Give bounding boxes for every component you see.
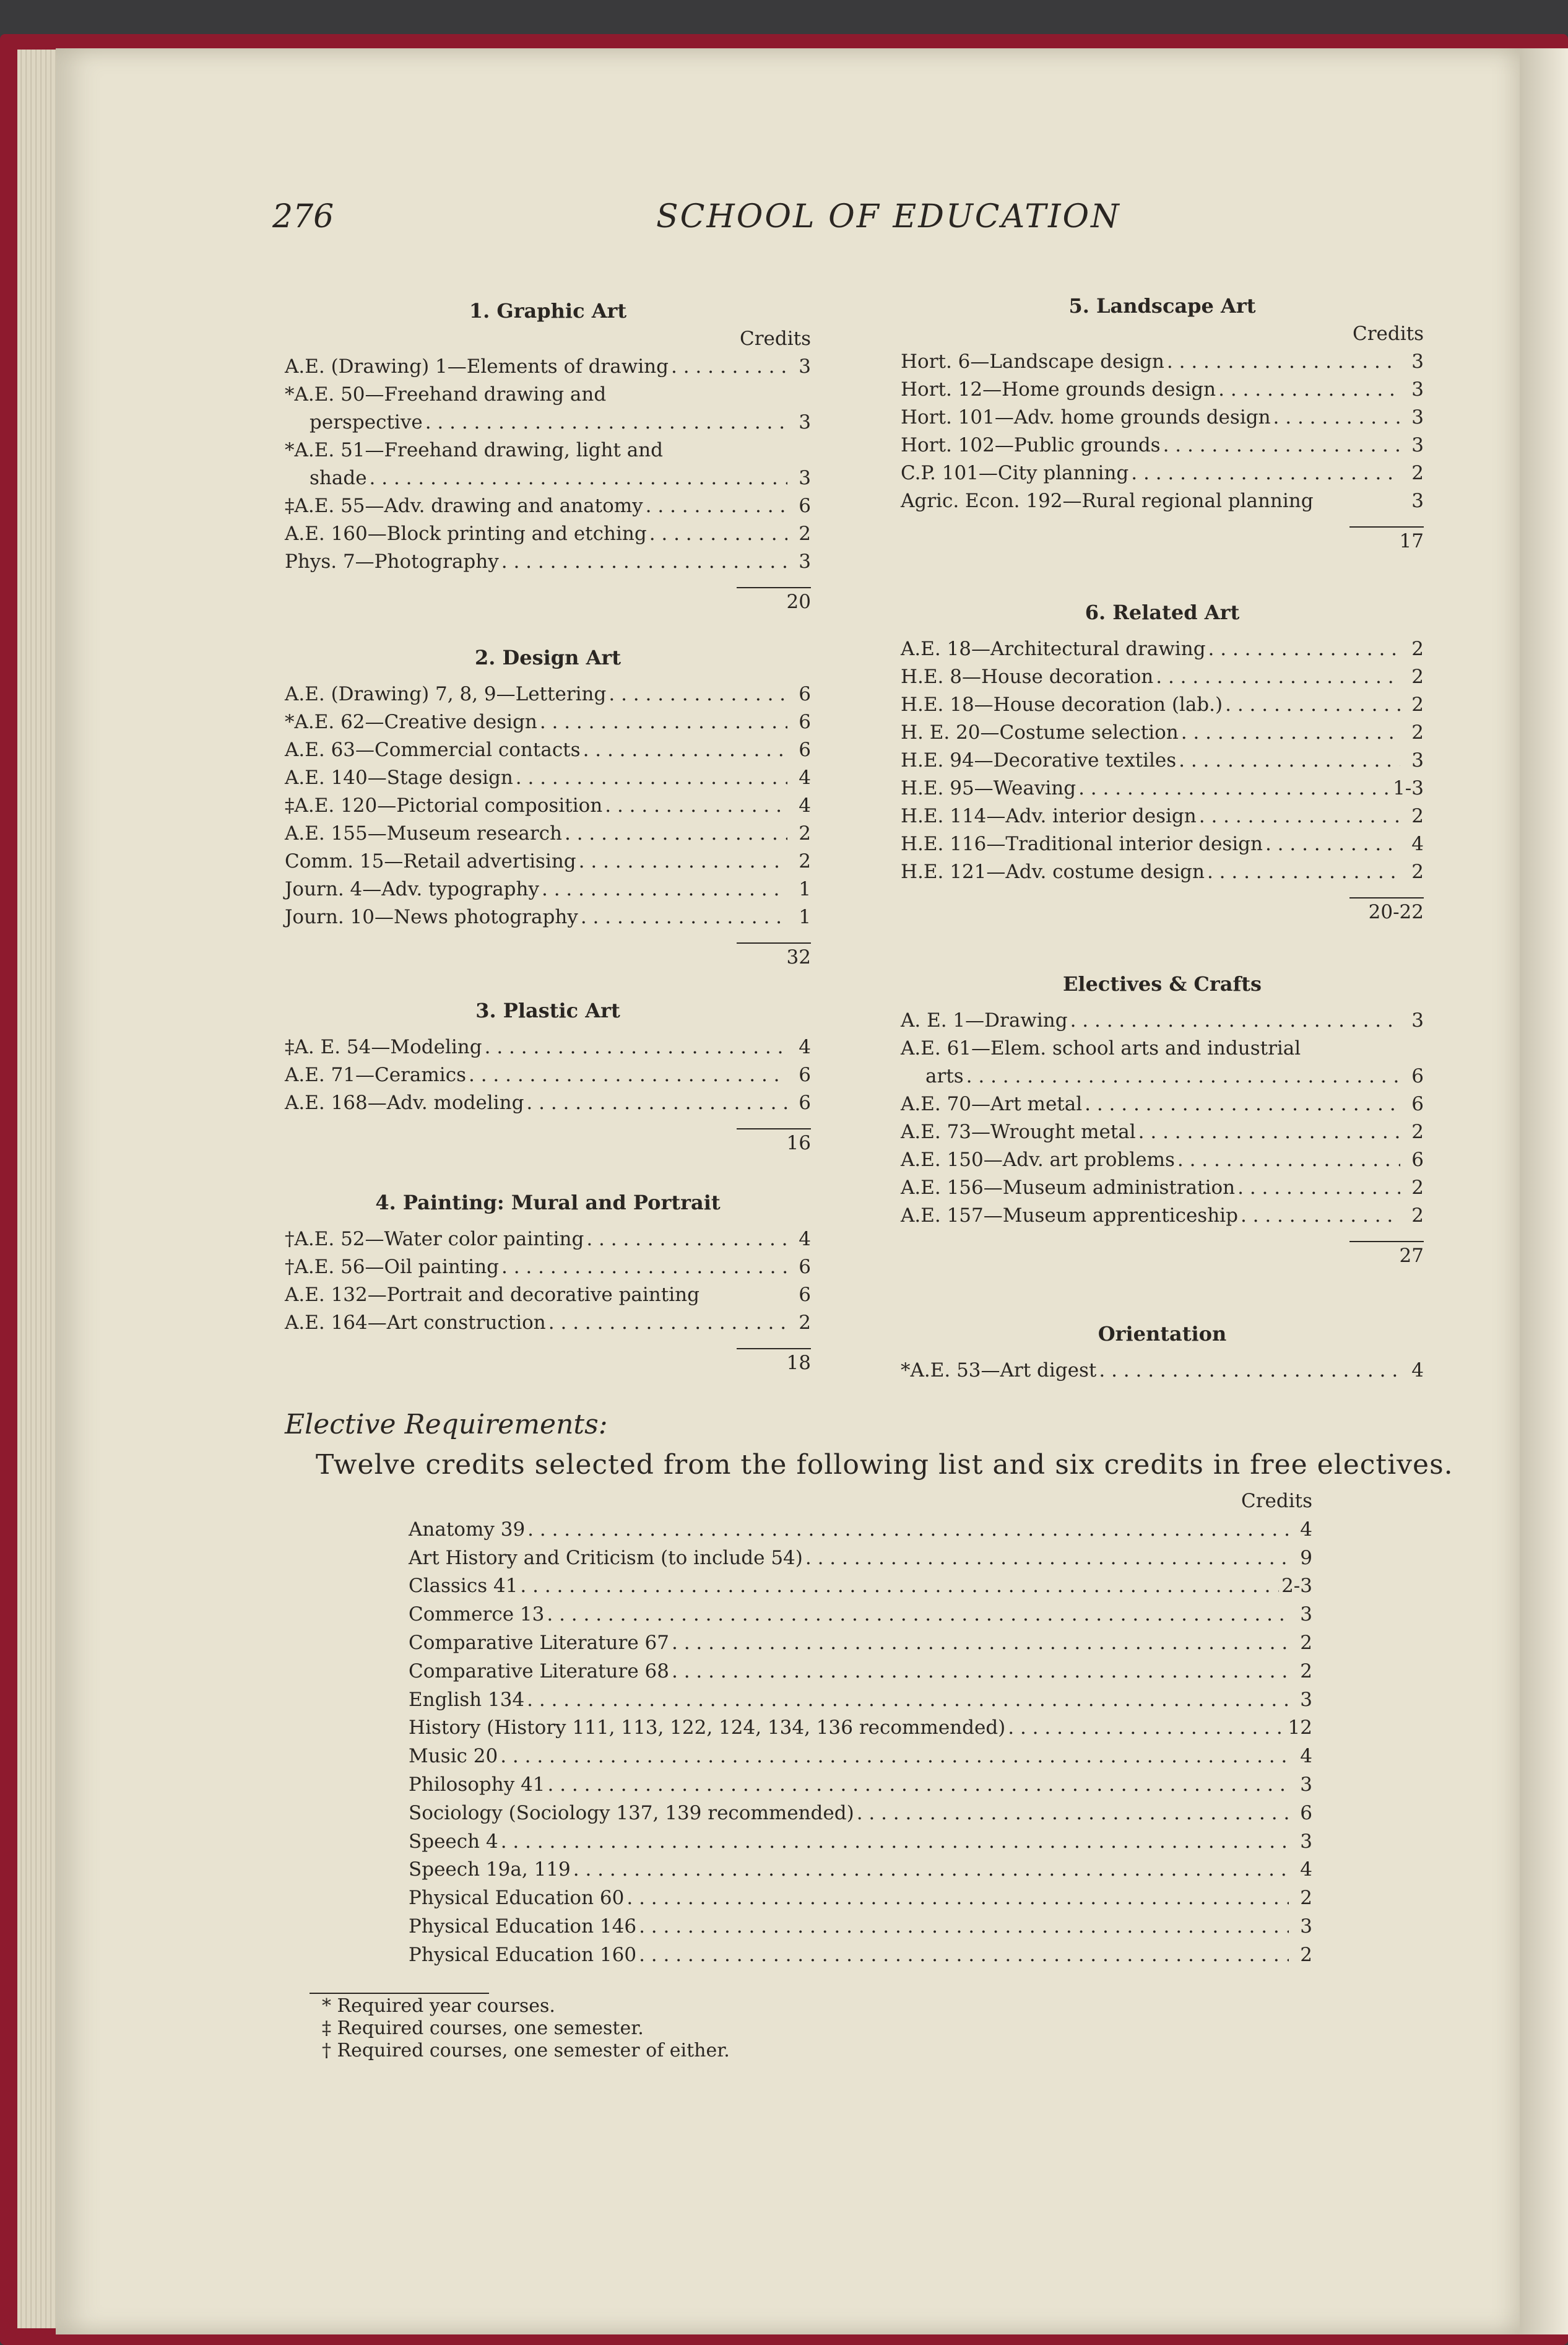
course-row: [285, 820, 811, 848]
course-row: [409, 1516, 1312, 1544]
leader-dots: [547, 1601, 1289, 1629]
leader-dots: [609, 681, 787, 708]
course-name: A.E. (Drawing) 1—Elements of drawing: [285, 355, 669, 378]
course-row: [285, 353, 811, 381]
course-row: [285, 792, 811, 820]
leader-dots: [542, 876, 787, 903]
course-name: A.E. 71—Ceramics: [285, 1064, 466, 1086]
course-name: †A.E. 56—Oil painting: [285, 1256, 500, 1278]
course-row: [285, 764, 811, 792]
leader-dots: [583, 736, 787, 764]
credit-value: 2: [799, 523, 811, 545]
credit-value: 2: [1411, 1177, 1424, 1199]
course-name: ‡A.E. 120—Pictorial composition: [285, 794, 603, 817]
course-name: *A.E. 51—Freehand drawing, light and: [285, 439, 664, 461]
course-name: Hort. 6—Landscape design: [901, 350, 1164, 373]
course-name: Sociology (Sociology 137, 139 recommended): [409, 1801, 854, 1824]
course-name: Physical Education 60: [409, 1887, 625, 1910]
footnote: * Required year courses.: [322, 1995, 555, 2017]
leader-dots: [501, 548, 787, 576]
course-name: ‡A. E. 54—Modeling: [285, 1036, 482, 1058]
leader-dots: [1208, 635, 1400, 663]
course-name: H.E. 95—Weaving: [901, 777, 1076, 799]
course-name: Philosophy 41: [409, 1773, 545, 1796]
leader-dots: [1273, 404, 1400, 432]
course-name: *A.E. 50—Freehand drawing and: [285, 383, 607, 406]
course-row: [285, 681, 811, 708]
course-row: [901, 1118, 1424, 1146]
section-orientation: [901, 1320, 1424, 1385]
leader-dots: [1156, 663, 1400, 691]
course-name: Hort. 12—Home grounds design: [901, 378, 1216, 401]
course-name: Music 20: [409, 1745, 498, 1768]
credit-value: 3: [799, 550, 811, 573]
leader-dots: [1008, 1714, 1285, 1742]
course-row: [285, 708, 811, 736]
course-row: [901, 1202, 1424, 1230]
course-name: Comm. 15—Retail advertising: [285, 850, 576, 872]
section-title: 5. Landscape Art: [1068, 294, 1256, 318]
course-name: Commerce 13: [409, 1603, 545, 1626]
credit-value: 3: [1300, 1830, 1312, 1853]
leader-dots: [1177, 1146, 1400, 1174]
leader-dots: [1225, 691, 1400, 719]
credit-value: 2: [1411, 638, 1424, 660]
credits-column-header: Credits: [1352, 323, 1424, 345]
credit-value: 6: [799, 739, 811, 761]
leader-dots: [1199, 803, 1400, 830]
credit-value: 6: [1411, 1065, 1424, 1087]
course-name: A.E. (Drawing) 7, 8, 9—Lettering: [285, 683, 607, 705]
course-name: C.P. 101—City planning: [901, 462, 1129, 484]
leader-dots: [1138, 1118, 1400, 1146]
section-graphic-art: [285, 297, 811, 616]
course-row: [901, 1007, 1424, 1035]
leader-dots: [1167, 348, 1400, 376]
credit-value: 3: [1300, 1773, 1312, 1796]
credit-value: 6: [1411, 1149, 1424, 1171]
course-row: [285, 1253, 811, 1281]
credit-value: 2: [1411, 694, 1424, 716]
leader-dots: [540, 708, 787, 736]
credit-value: 4: [799, 1228, 811, 1250]
course-name: H.E. 116—Traditional interior design: [901, 833, 1263, 855]
leader-dots: [646, 492, 787, 520]
credit-value: 3: [1411, 490, 1424, 512]
course-row: [409, 1544, 1312, 1573]
credit-value: 2: [1300, 1631, 1312, 1654]
course-row: [901, 432, 1424, 459]
leader-dots: [1218, 376, 1400, 404]
course-row: [285, 903, 811, 931]
course-row: [901, 663, 1424, 691]
leader-dots: [639, 1941, 1289, 1970]
course-row: [409, 1771, 1312, 1799]
course-name: arts: [925, 1065, 964, 1087]
leader-dots: [1099, 1357, 1400, 1385]
course-row: [285, 876, 811, 903]
course-name: A.E. 160—Block printing and etching: [285, 523, 647, 545]
credit-value: 4: [1411, 833, 1424, 855]
course-row: [409, 1658, 1312, 1686]
course-row: [901, 691, 1424, 719]
course-row: [409, 1941, 1312, 1970]
section-related-art: [901, 599, 1424, 926]
credit-value: 3: [1300, 1915, 1312, 1938]
course-name: Comparative Literature 68: [409, 1660, 669, 1682]
course-name: Hort. 101—Adv. home grounds design: [901, 406, 1271, 429]
leader-dots: [672, 1658, 1289, 1686]
credit-value: 4: [1300, 1858, 1312, 1881]
credit-value: 2: [1411, 861, 1424, 883]
credit-value: 2: [1300, 1943, 1312, 1966]
course-row: [409, 1799, 1312, 1828]
course-name: Journ. 10—News photography: [285, 906, 578, 928]
course-row: [285, 1281, 811, 1309]
credits-column-header: Credits: [739, 328, 811, 350]
credit-value: 6: [799, 495, 811, 517]
leader-dots: [500, 1742, 1289, 1771]
course-row: [409, 1686, 1312, 1715]
course-name: A.E. 150—Adv. art problems: [901, 1149, 1175, 1171]
course-row: [901, 459, 1424, 487]
leader-dots: [1070, 1007, 1400, 1035]
page-number: 276: [272, 198, 334, 235]
section-title: Electives & Crafts: [1062, 972, 1262, 996]
course-row: [901, 747, 1424, 775]
course-name: †A.E. 52—Water color painting: [285, 1228, 584, 1250]
course-row: [409, 1572, 1312, 1601]
credit-value: 4: [1411, 1359, 1424, 1381]
leader-dots: [1131, 459, 1400, 487]
course-row: [901, 376, 1424, 404]
credit-value: 12: [1288, 1716, 1312, 1739]
course-name: Agric. Econ. 192—Rural regional planning: [901, 490, 1314, 512]
credit-value: 3: [1411, 434, 1424, 456]
section-title: 4. Painting: Mural and Portrait: [375, 1191, 721, 1214]
course-row: [285, 520, 811, 548]
credit-value: 6: [799, 683, 811, 705]
leader-dots: [1181, 719, 1400, 747]
credit-value: 2: [799, 822, 811, 845]
footnote: ‡ Required courses, one semester.: [322, 2017, 644, 2039]
credit-value: 6: [799, 1284, 811, 1306]
course-row: [901, 1035, 1424, 1063]
course-row: [409, 1629, 1312, 1658]
section-total: 18: [786, 1352, 811, 1374]
leader-dots: [485, 1033, 787, 1061]
leader-dots: [672, 1629, 1289, 1658]
course-row: [285, 381, 811, 409]
credit-value: 3: [1411, 350, 1424, 373]
leader-dots: [626, 1884, 1289, 1913]
section-title: 2. Design Art: [474, 646, 622, 669]
course-row: [285, 409, 811, 437]
course-row: [901, 775, 1424, 803]
course-row: [901, 487, 1424, 515]
section-title: 6. Related Art: [1085, 601, 1240, 624]
course-row: [409, 1856, 1312, 1884]
credit-value: 4: [1300, 1518, 1312, 1541]
leader-dots: [425, 409, 787, 437]
leader-dots: [805, 1544, 1289, 1573]
course-row: [409, 1714, 1312, 1742]
credit-value: 2: [1411, 805, 1424, 827]
course-row: [285, 848, 811, 876]
next-page-edge: [1520, 48, 1568, 2334]
course-row: [285, 1089, 811, 1117]
leader-dots: [501, 1828, 1289, 1856]
leader-dots: [649, 520, 787, 548]
course-row: [285, 492, 811, 520]
course-name: H.E. 121—Adv. costume design: [901, 861, 1205, 883]
credit-value: 1: [799, 906, 811, 928]
section-total: 20-22: [1368, 901, 1424, 923]
leader-dots: [573, 1856, 1289, 1884]
course-name: perspective: [310, 411, 423, 433]
course-row: [285, 1309, 811, 1337]
course-row: [285, 1225, 811, 1253]
course-name: A.E. 70—Art metal: [901, 1093, 1083, 1115]
elective-requirements-description: Twelve credits selected from the following list and six credits in free electives.: [316, 1449, 1453, 1481]
course-name: Speech 4: [409, 1830, 498, 1853]
course-row: [901, 404, 1424, 432]
credit-value: 1: [799, 878, 811, 900]
course-name: A.E. 63—Commercial contacts: [285, 739, 581, 761]
course-row: [409, 1884, 1312, 1913]
course-name: ‡A.E. 55—Adv. drawing and anatomy: [285, 495, 643, 517]
leader-dots: [565, 820, 787, 848]
leader-dots: [1241, 1202, 1400, 1230]
course-name: Classics 41: [409, 1575, 518, 1598]
credit-value: 3: [1411, 749, 1424, 772]
leader-dots: [605, 792, 787, 820]
course-name: *A.E. 53—Art digest: [901, 1359, 1097, 1381]
credit-value: 3: [1411, 378, 1424, 401]
section-electives-crafts: [901, 970, 1424, 1270]
section-title: 3. Plastic Art: [475, 999, 620, 1022]
credit-value: 3: [799, 355, 811, 378]
course-row: [901, 348, 1424, 376]
credit-value: 6: [799, 1256, 811, 1278]
credit-value: 4: [799, 767, 811, 789]
course-name: Hort. 102—Public grounds: [901, 434, 1161, 456]
leader-dots: [586, 1225, 787, 1253]
course-name: Art History and Criticism (to include 54): [409, 1546, 803, 1569]
footnotes: [322, 1995, 730, 2062]
course-name: Journ. 4—Adv. typography: [285, 878, 539, 900]
course-name: A.E. 18—Architectural drawing: [901, 638, 1206, 660]
leader-dots: [1237, 1174, 1400, 1202]
leader-dots: [526, 1089, 787, 1117]
course-name: *A.E. 62—Creative design: [285, 711, 537, 733]
credit-value: 9: [1300, 1546, 1312, 1569]
footnote-rule: [310, 1993, 489, 1994]
course-row: [901, 858, 1424, 886]
course-name: A.E. 61—Elem. school arts and industrial: [901, 1037, 1301, 1059]
course-row: [285, 548, 811, 576]
leader-dots: [527, 1516, 1289, 1544]
course-row: [285, 437, 811, 464]
leader-dots: [1179, 747, 1400, 775]
course-name: H.E. 114—Adv. interior design: [901, 805, 1197, 827]
course-row: [285, 464, 811, 492]
leader-dots: [1207, 858, 1400, 886]
course-row: [409, 1601, 1312, 1629]
leader-dots: [966, 1063, 1400, 1090]
course-name: Phys. 7—Photography: [285, 550, 499, 573]
section-total: 17: [1399, 530, 1424, 552]
course-row: [409, 1828, 1312, 1856]
course-name: A.E. 156—Museum administration: [901, 1177, 1236, 1199]
course-row: [409, 1742, 1312, 1771]
elective-requirements-list: [409, 1487, 1312, 1970]
course-row: [901, 1357, 1424, 1385]
leader-dots: [370, 464, 787, 492]
credit-value: 4: [799, 794, 811, 817]
leader-dots: [1078, 775, 1390, 803]
credit-value: 6: [1300, 1801, 1312, 1824]
section-landscape-art: [901, 292, 1424, 555]
leader-dots: [1085, 1090, 1400, 1118]
credit-value: 3: [1411, 1009, 1424, 1032]
credit-value: 3: [799, 467, 811, 489]
course-row: [901, 1146, 1424, 1174]
course-name: A.E. 155—Museum research: [285, 822, 562, 845]
credit-value: 2: [1411, 462, 1424, 484]
section-painting: [285, 1189, 811, 1377]
course-name: shade: [310, 467, 367, 489]
course-name: A.E. 73—Wrought metal: [901, 1121, 1136, 1143]
section-total: 27: [1399, 1245, 1424, 1267]
running-header: SCHOOL OF EDUCATION: [656, 198, 1121, 235]
credit-value: 2: [799, 1312, 811, 1334]
credit-value: 3: [799, 411, 811, 433]
course-name: Comparative Literature 67: [409, 1631, 669, 1654]
credit-value: 6: [799, 1092, 811, 1114]
section-design-art: [285, 644, 811, 972]
course-name: A. E. 1—Drawing: [901, 1009, 1068, 1032]
leader-dots: [501, 1253, 787, 1281]
leader-dots: [581, 903, 787, 931]
leader-dots: [639, 1913, 1289, 1941]
course-name: H.E. 94—Decorative textiles: [901, 749, 1177, 772]
credit-value: 6: [799, 711, 811, 733]
elective-requirements-title: Elective Requirements:: [285, 1409, 608, 1440]
credit-value: 2: [1411, 666, 1424, 688]
course-row: [901, 719, 1424, 747]
credit-value: 6: [1411, 1093, 1424, 1115]
credit-value: 3: [1300, 1688, 1312, 1711]
course-name: A.E. 164—Art construction: [285, 1312, 546, 1334]
course-name: Physical Education 146: [409, 1915, 637, 1938]
course-name: Anatomy 39: [409, 1518, 526, 1541]
credit-value: 2: [1411, 1121, 1424, 1143]
credit-value: 4: [799, 1036, 811, 1058]
course-name: Physical Education 160: [409, 1943, 637, 1966]
leader-dots: [516, 764, 787, 792]
leader-dots: [520, 1572, 1279, 1601]
course-name: A.E. 140—Stage design: [285, 767, 513, 789]
section-total: 32: [786, 946, 811, 968]
course-name: Speech 19a, 119: [409, 1858, 571, 1881]
footnote: † Required courses, one semester of either.: [322, 2040, 730, 2061]
credit-value: 3: [1411, 406, 1424, 429]
credit-value: 6: [799, 1064, 811, 1086]
section-title: 1. Graphic Art: [469, 299, 627, 323]
leader-dots: [548, 1771, 1289, 1799]
course-name: H.E. 8—House decoration: [901, 666, 1154, 688]
course-name: A.E. 168—Adv. modeling: [285, 1092, 524, 1114]
credit-value: 3: [1300, 1603, 1312, 1626]
course-row: [409, 1913, 1312, 1941]
course-name: A.E. 132—Portrait and decorative painting: [285, 1284, 700, 1306]
course-row: [901, 803, 1424, 830]
credit-value: 2: [1300, 1887, 1312, 1910]
credit-value: 1-3: [1393, 777, 1424, 799]
leader-dots: [857, 1799, 1289, 1828]
leader-dots: [527, 1686, 1289, 1715]
credit-value: 2: [799, 850, 811, 872]
credit-value: 2: [1411, 721, 1424, 744]
credits-column-header: Credits: [1241, 1490, 1312, 1512]
credit-value: 2-3: [1281, 1575, 1312, 1598]
course-row: [285, 736, 811, 764]
credit-value: 2: [1300, 1660, 1312, 1682]
section-total: 16: [786, 1132, 811, 1154]
course-name: A.E. 157—Museum apprenticeship: [901, 1204, 1238, 1227]
course-name: History (History 111, 113, 122, 124, 134, 136 recommended): [409, 1716, 1006, 1739]
course-name: H.E. 18—House decoration (lab.): [901, 694, 1223, 716]
course-name: English 134: [409, 1688, 525, 1711]
course-row: [901, 1063, 1424, 1090]
course-row: [285, 1061, 811, 1089]
course-row: [901, 830, 1424, 858]
course-row: [901, 1174, 1424, 1202]
credit-value: 4: [1300, 1745, 1312, 1768]
credit-value: 2: [1411, 1204, 1424, 1227]
course-row: [901, 1090, 1424, 1118]
leader-dots: [548, 1309, 787, 1337]
section-plastic-art: [285, 997, 811, 1157]
leader-dots: [1265, 830, 1400, 858]
leader-dots: [1163, 432, 1400, 459]
course-name: H. E. 20—Costume selection: [901, 721, 1179, 744]
leader-dots: [671, 353, 787, 381]
leader-dots: [579, 848, 787, 876]
section-title: Orientation: [1098, 1322, 1227, 1346]
course-row: [901, 635, 1424, 663]
course-row: [285, 1033, 811, 1061]
section-total: 20: [786, 591, 811, 613]
leader-dots: [469, 1061, 787, 1089]
